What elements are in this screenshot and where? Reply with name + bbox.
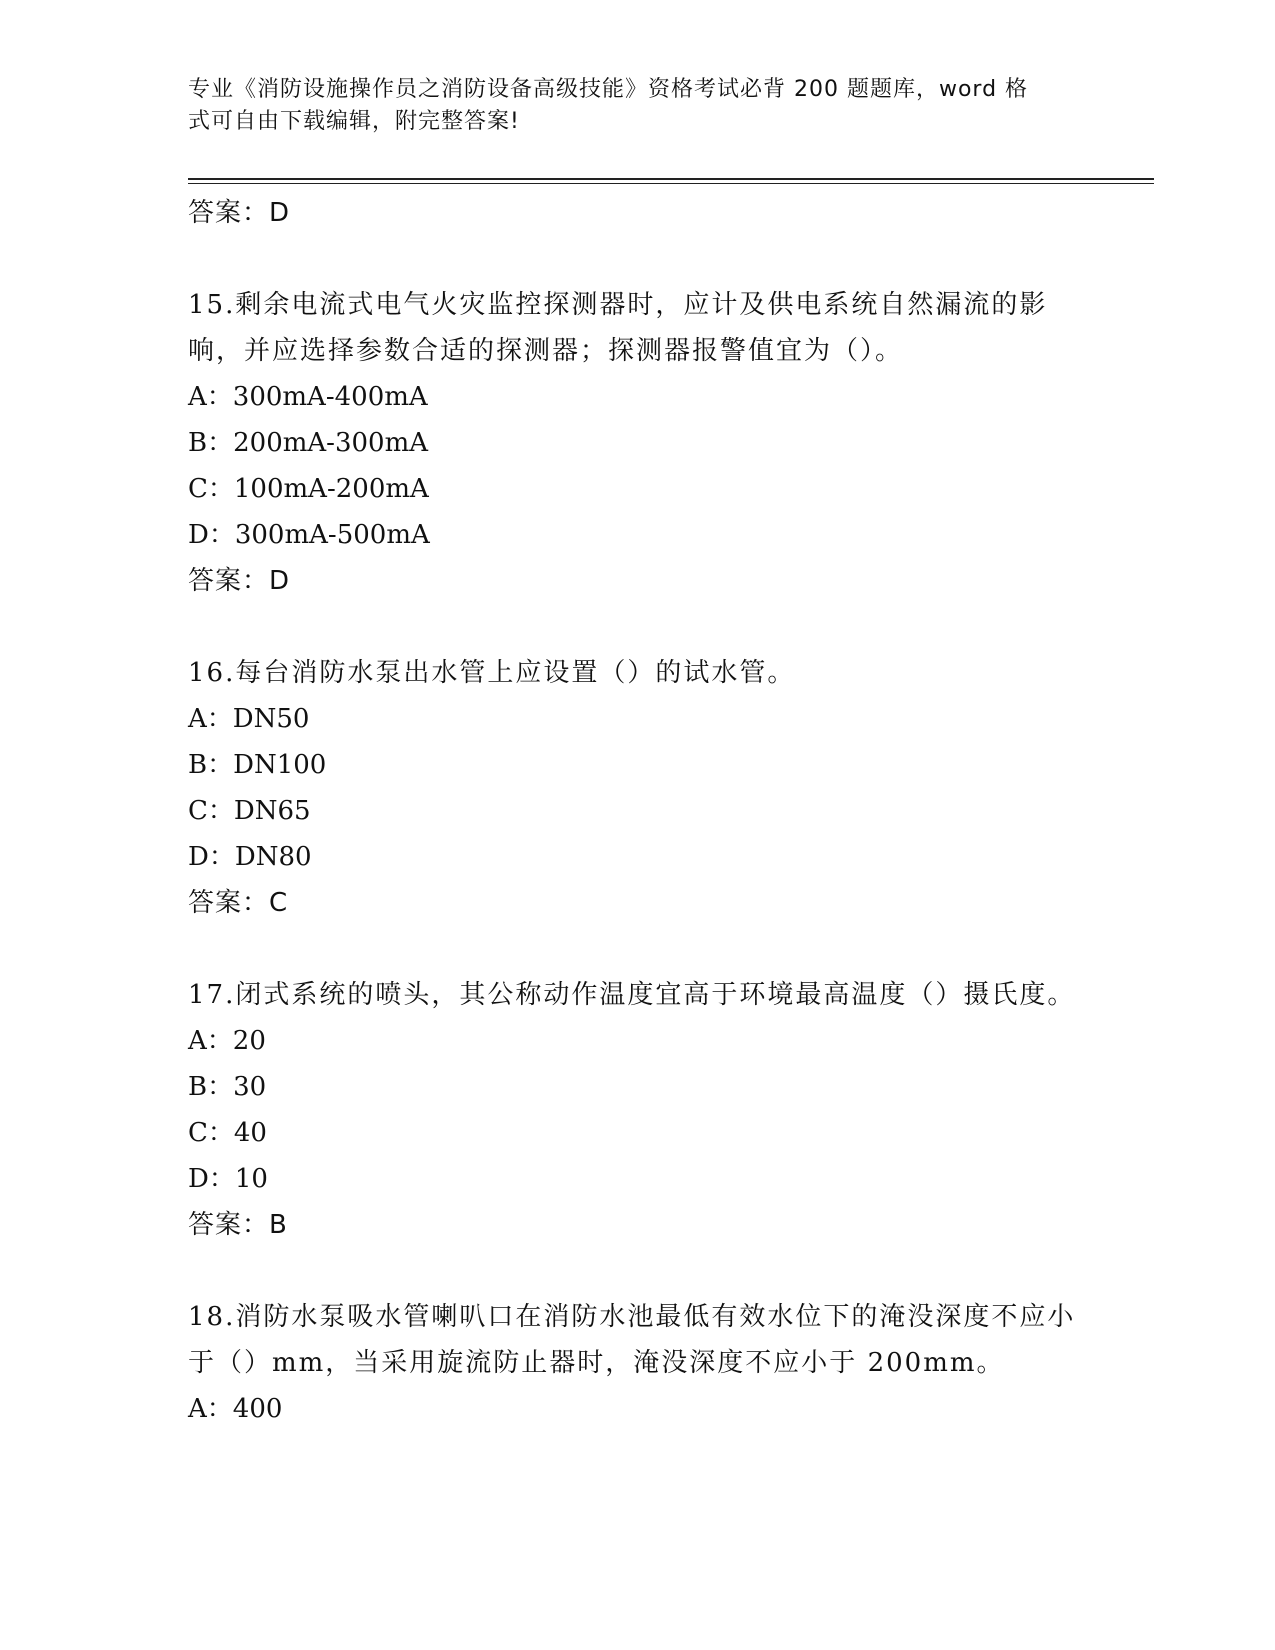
option-17-d: D：10 xyxy=(188,1164,268,1194)
header-rule-thick xyxy=(188,178,1154,180)
question-text-16: 16.每台消防水泵出水管上应设置（）的试水管。 xyxy=(188,658,796,688)
option-16-a: A：DN50 xyxy=(188,704,310,734)
option-15-a: A：300mA-400mA xyxy=(188,382,428,412)
answer-line-15: 答案：D xyxy=(188,566,291,596)
header-rule-thin xyxy=(188,183,1154,184)
option-15-c: C：100mA-200mA xyxy=(188,474,429,504)
option-16-d: D：DN80 xyxy=(188,842,312,872)
question-text-18: 18.消防水泵吸水管喇叭口在消防水池最低有效水位下的淹没深度不应小于（）mm，当采用旋流防止器时，淹没深度不应小于 200mm。 xyxy=(188,1302,1076,1378)
option-16-c: C：DN65 xyxy=(188,796,311,826)
answer-line-17: 答案：B xyxy=(188,1210,288,1240)
question-text-17: 17.闭式系统的喷头，其公称动作温度宜高于环境最高温度（）摄氏度。 xyxy=(188,980,1076,1010)
spacer xyxy=(188,926,1088,972)
option-15-d: D：300mA-500mA xyxy=(188,520,430,550)
question-list xyxy=(188,190,1088,1432)
option-17-c: C：40 xyxy=(188,1118,267,1148)
answer-line-16: 答案：C xyxy=(188,888,289,918)
option-16-b: B：DN100 xyxy=(188,750,327,780)
header-line-2: 式可自由下载编辑，附完整答案! xyxy=(188,109,520,134)
spacer xyxy=(188,1248,1088,1294)
document-header xyxy=(188,74,1078,138)
spacer xyxy=(188,604,1088,650)
option-18-a: A：400 xyxy=(188,1394,283,1424)
spacer xyxy=(188,236,1088,282)
option-15-b: B：200mA-300mA xyxy=(188,428,429,458)
question-text-15: 15.剩余电流式电气火灾监控探测器时，应计及供电系统自然漏流的影响，并应选择参数合适的探测器；探测器报警值宜为（）。 xyxy=(188,290,1048,366)
option-17-b: B：30 xyxy=(188,1072,267,1102)
header-line-1: 专业《消防设施操作员之消防设备高级技能》资格考试必背 200 题题库，word 格 xyxy=(188,77,1029,102)
option-17-a: A：20 xyxy=(188,1026,266,1056)
answer-line: 答案：D xyxy=(188,198,291,228)
